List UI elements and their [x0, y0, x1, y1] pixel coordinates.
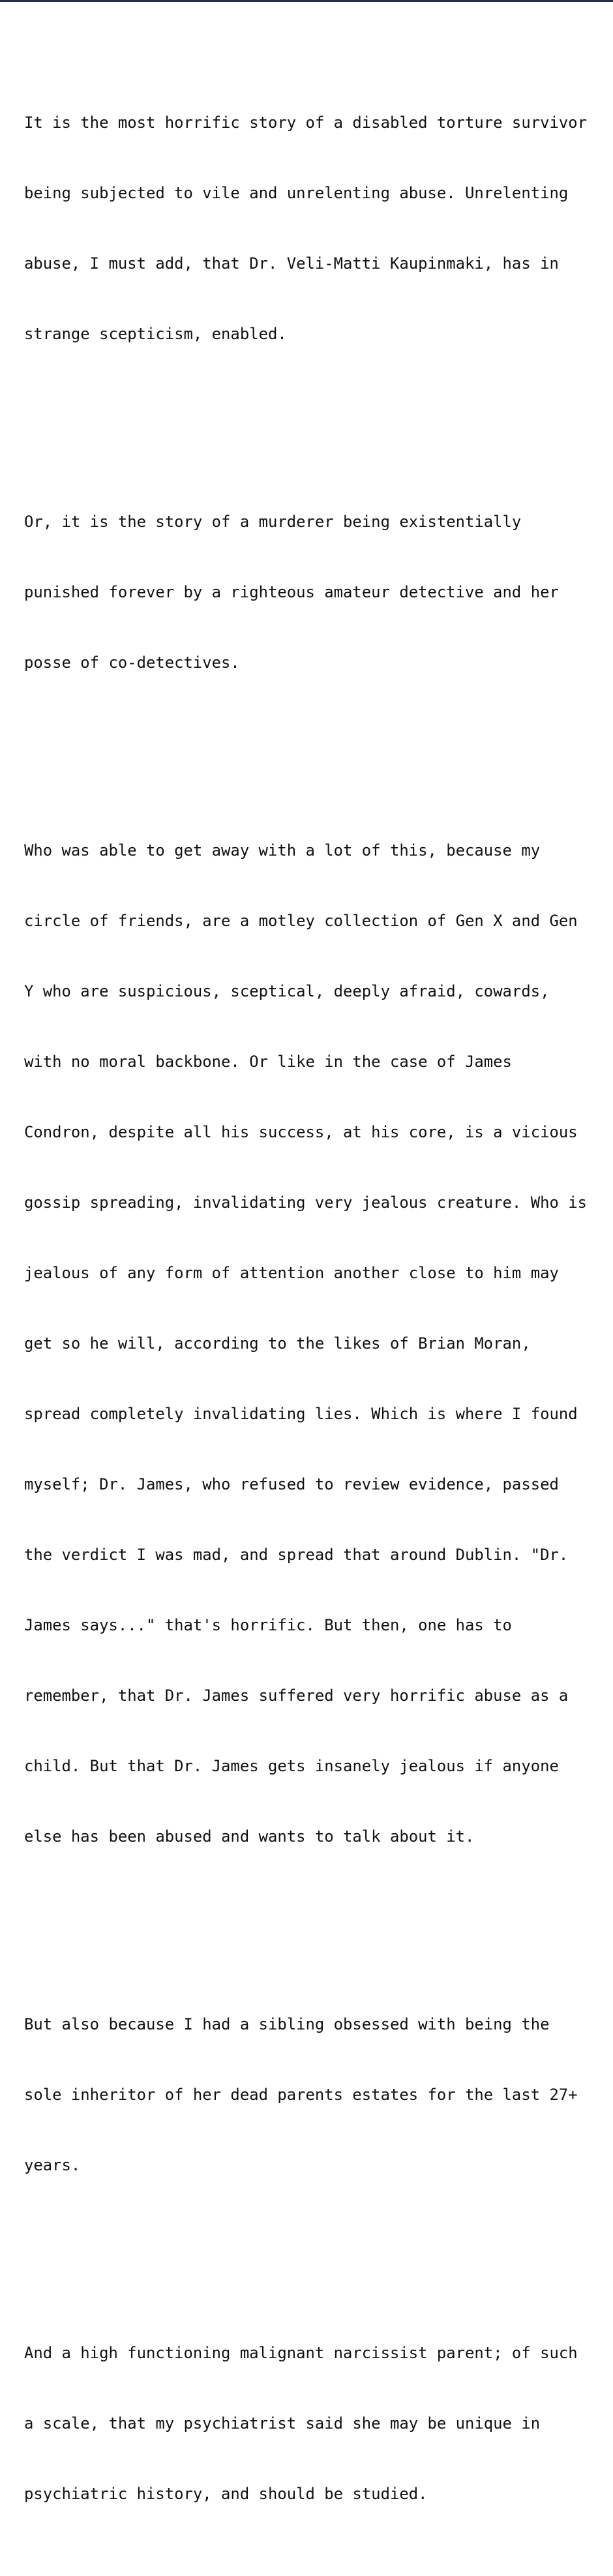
text-line: But also because I had a sibling obsessed with being the	[24, 2015, 550, 2033]
text-line: a scale, that my psychiatrist said she may be unique in	[24, 2414, 541, 2433]
text-line: spread completely invalidating lies. Which is where I found	[24, 1405, 578, 1423]
text-line: Or, it is the story of a murderer being existentially	[24, 513, 522, 531]
text-line: with no moral backbone. Or like in the case of James	[24, 1053, 512, 1071]
text-line: strange scepticism, enabled.	[24, 325, 287, 343]
text-line: child. But that Dr. James gets insanely jealous if anyone	[24, 1757, 559, 1775]
paragraph-3	[24, 792, 598, 1895]
text-line: gossip spreading, invalidating very jealous creature. Who is	[24, 1193, 588, 1212]
text-line: punished forever by a righteous amateur detective and her	[24, 583, 559, 601]
text-line: Y who are suspicious, sceptical, deeply afraid, cowards,	[24, 982, 550, 1000]
top-divider	[0, 0, 613, 2]
text-line: Condron, despite all his success, at his core, is a vicious	[24, 1123, 578, 1141]
text-line: circle of friends, are a motley collection of Gen X and Gen	[24, 912, 578, 930]
text-line: posse of co-detectives.	[24, 653, 240, 672]
text-line: And a high functioning malignant narcissist parent; of such	[24, 2344, 578, 2362]
text-line: years.	[24, 2156, 81, 2174]
text-line: Who was able to get away with a lot of this, because my	[24, 841, 541, 860]
text-line: else has been abused and wants to talk about it.	[24, 1827, 475, 1846]
paragraph-2	[24, 463, 598, 721]
text-line: James says..." that's horrific. But then, one has to	[24, 1616, 512, 1634]
text-line: abuse, I must add, that Dr. Veli-Matti Kaupinmaki, has in	[24, 254, 559, 273]
text-line: jealous of any form of attention another close to him may	[24, 1264, 559, 1282]
paragraph-5	[24, 2294, 598, 2553]
text-line: myself; Dr. James, who refused to review evidence, passed	[24, 1475, 559, 1493]
paragraph-4	[24, 1966, 598, 2224]
text-line: get so he will, according to the likes of Brian Moran,	[24, 1334, 531, 1353]
text-line: the verdict I was mad, and spread that around Dublin. "Dr.	[24, 1546, 569, 1564]
paragraph-1	[24, 64, 598, 393]
text-line: being subjected to vile and unrelenting abuse. Unrelenting	[24, 184, 569, 202]
text-line: psychiatric history, and should be studied.	[24, 2485, 428, 2503]
document-body	[24, 17, 598, 2576]
text-line: sole inheritor of her dead parents estates for the last 27+	[24, 2086, 578, 2104]
text-line: It is the most horrific story of a disabled torture survivor	[24, 113, 588, 132]
text-line: remember, that Dr. James suffered very horrific abuse as a	[24, 1686, 569, 1705]
